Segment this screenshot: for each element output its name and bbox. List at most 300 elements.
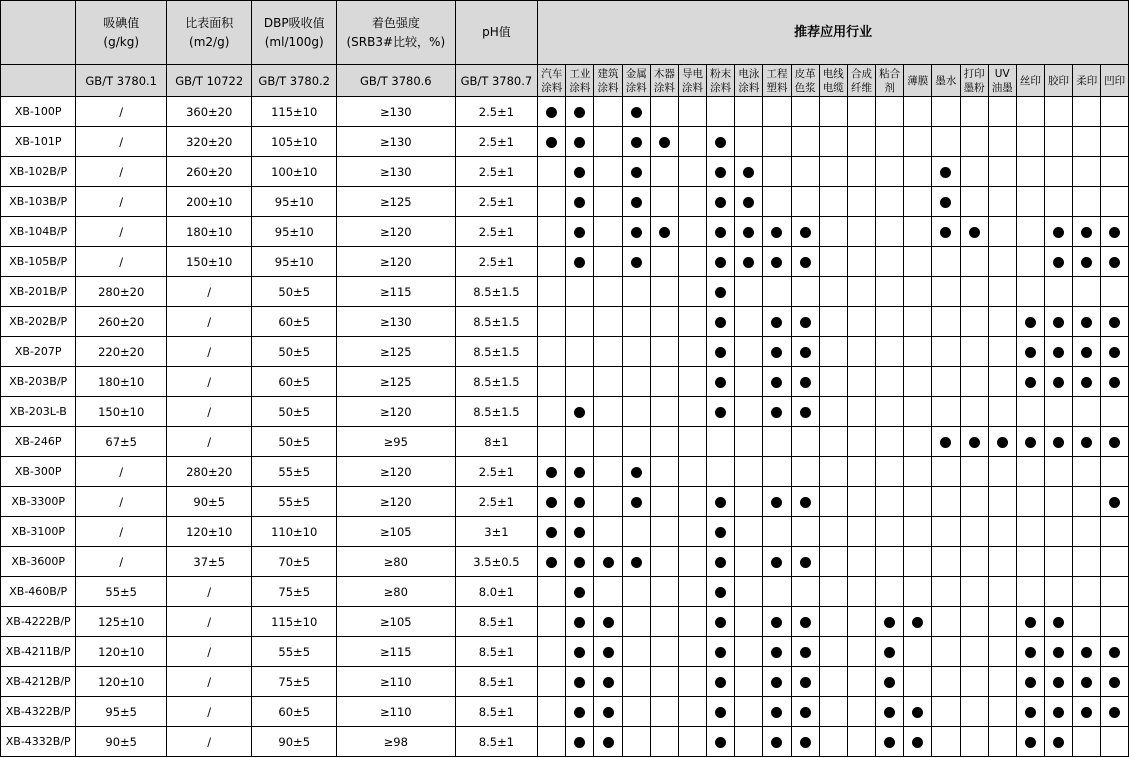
iodine-cell: /: [76, 157, 167, 187]
application-cell: [735, 607, 763, 637]
recommended-dot-icon: [574, 467, 585, 478]
tint-cell: ≥125: [336, 187, 455, 217]
recommended-dot-icon: [574, 107, 585, 118]
application-cell: [1044, 217, 1072, 247]
surface-cell: /: [166, 337, 252, 367]
recommended-dot-icon: [715, 227, 726, 238]
header-ph: [455, 1, 537, 65]
header-iodine: [76, 1, 167, 65]
recommended-dot-icon: [574, 677, 585, 688]
application-cell: [566, 187, 594, 217]
application-cell: [847, 277, 875, 307]
application-cell: [847, 187, 875, 217]
recommended-dot-icon: [1109, 377, 1120, 388]
application-cell: [1101, 517, 1129, 547]
industry-label-line1: 丝印: [1019, 74, 1041, 87]
application-cell: [932, 217, 960, 247]
application-cell: [622, 667, 650, 697]
recommended-dot-icon: [1109, 497, 1120, 508]
application-cell: [538, 337, 566, 367]
industry-label-line2: 电缆: [822, 81, 844, 94]
application-cell: [932, 367, 960, 397]
application-cell: [566, 97, 594, 127]
application-cell: [538, 607, 566, 637]
tint-cell: ≥120: [336, 397, 455, 427]
application-cell: [988, 607, 1016, 637]
application-cell: [876, 337, 904, 367]
application-cell: [791, 727, 819, 757]
model-cell: XB-460B/P: [1, 577, 76, 607]
recommended-dot-icon: [743, 167, 754, 178]
application-cell: [1016, 247, 1044, 277]
application-cell: [791, 277, 819, 307]
application-cell: [932, 607, 960, 637]
application-cell: [904, 697, 932, 727]
table-row: [1, 307, 1129, 337]
recommended-dot-icon: [800, 317, 811, 328]
application-cell: [960, 517, 988, 547]
application-cell: [735, 427, 763, 457]
application-cell: [1101, 457, 1129, 487]
application-cell: [988, 97, 1016, 127]
header-unit: (g/kg): [103, 34, 139, 49]
application-cell: [1016, 517, 1044, 547]
application-cell: [1016, 697, 1044, 727]
application-cell: [678, 697, 706, 727]
application-cell: [904, 667, 932, 697]
model-cell: XB-203B/P: [1, 367, 76, 397]
recommended-dot-icon: [1081, 437, 1092, 448]
application-cell: [650, 127, 678, 157]
surface-cell: /: [166, 307, 252, 337]
recommended-dot-icon: [1025, 347, 1036, 358]
application-cell: [791, 547, 819, 577]
application-cell: [904, 637, 932, 667]
tint-cell: ≥130: [336, 127, 455, 157]
application-cell: [650, 637, 678, 667]
surface-cell: 120±10: [166, 517, 252, 547]
application-cell: [876, 427, 904, 457]
surface-cell: 260±20: [166, 157, 252, 187]
application-cell: [650, 247, 678, 277]
application-cell: [1016, 217, 1044, 247]
application-cell: [707, 697, 735, 727]
application-cell: [538, 667, 566, 697]
application-cell: [932, 727, 960, 757]
application-cell: [622, 307, 650, 337]
recommended-dot-icon: [771, 707, 782, 718]
table-row: [1, 277, 1129, 307]
recommended-dot-icon: [631, 257, 642, 268]
application-cell: [650, 667, 678, 697]
application-cell: [988, 337, 1016, 367]
table-row: [1, 547, 1129, 577]
header-tint-strength: [336, 1, 455, 65]
application-cell: [678, 157, 706, 187]
application-cell: [594, 247, 622, 277]
application-cell: [622, 427, 650, 457]
tint-cell: ≥120: [336, 487, 455, 517]
iodine-cell: 90±5: [76, 727, 167, 757]
table-row: [1, 217, 1129, 247]
industry-label-line1: 汽车: [541, 67, 563, 80]
application-cell: [594, 127, 622, 157]
application-cell: [678, 397, 706, 427]
application-cell: [819, 187, 847, 217]
surface-cell: /: [166, 277, 252, 307]
dbp-cell: 95±10: [252, 217, 337, 247]
application-cell: [904, 727, 932, 757]
application-cell: [876, 607, 904, 637]
recommended-dot-icon: [1081, 377, 1092, 388]
iodine-cell: 260±20: [76, 307, 167, 337]
application-cell: [791, 187, 819, 217]
application-cell: [791, 397, 819, 427]
application-cell: [904, 277, 932, 307]
application-cell: [594, 397, 622, 427]
application-cell: [1101, 397, 1129, 427]
model-cell: XB-103B/P: [1, 187, 76, 217]
header-standards-blank-cell: [1, 65, 76, 97]
application-cell: [763, 487, 791, 517]
application-cell: [763, 697, 791, 727]
surface-cell: /: [166, 727, 252, 757]
application-cell: [735, 667, 763, 697]
recommended-dot-icon: [603, 617, 614, 628]
recommended-dot-icon: [940, 197, 951, 208]
model-cell: XB-101P: [1, 127, 76, 157]
tint-cell: ≥110: [336, 667, 455, 697]
ph-cell: 8.5±1.5: [455, 367, 537, 397]
recommended-dot-icon: [1109, 257, 1120, 268]
recommended-dot-icon: [715, 197, 726, 208]
application-cell: [960, 277, 988, 307]
application-cell: [819, 397, 847, 427]
application-cell: [1016, 397, 1044, 427]
application-cell: [1101, 157, 1129, 187]
application-cell: [1016, 487, 1044, 517]
application-cell: [735, 337, 763, 367]
application-cell: [1073, 427, 1101, 457]
industry-label-line2: 涂料: [738, 81, 760, 94]
application-cell: [847, 457, 875, 487]
application-cell: [904, 337, 932, 367]
recommended-dot-icon: [1053, 707, 1064, 718]
application-cell: [707, 487, 735, 517]
application-cell: [791, 157, 819, 187]
ph-cell: 2.5±1: [455, 127, 537, 157]
application-cell: [538, 367, 566, 397]
application-cell: [538, 697, 566, 727]
tint-cell: ≥130: [336, 97, 455, 127]
recommended-dot-icon: [574, 707, 585, 718]
application-cell: [566, 607, 594, 637]
recommended-dot-icon: [631, 467, 642, 478]
application-cell: [988, 217, 1016, 247]
application-cell: [819, 607, 847, 637]
recommended-dot-icon: [574, 197, 585, 208]
industry-label-line2: 涂料: [653, 81, 675, 94]
application-cell: [678, 577, 706, 607]
application-cell: [538, 547, 566, 577]
industry-header: [847, 65, 875, 97]
application-cell: [904, 367, 932, 397]
application-cell: [594, 697, 622, 727]
application-cell: [960, 667, 988, 697]
application-cell: [988, 517, 1016, 547]
industry-header: [791, 65, 819, 97]
application-cell: [791, 457, 819, 487]
industry-header: [763, 65, 791, 97]
iodine-cell: /: [76, 247, 167, 277]
industry-header: [622, 65, 650, 97]
recommended-dot-icon: [800, 257, 811, 268]
table-row: [1, 247, 1129, 277]
recommended-dot-icon: [940, 437, 951, 448]
application-cell: [791, 697, 819, 727]
application-cell: [819, 457, 847, 487]
application-cell: [1073, 217, 1101, 247]
application-cell: [988, 307, 1016, 337]
recommended-dot-icon: [631, 227, 642, 238]
tint-cell: ≥120: [336, 217, 455, 247]
application-cell: [538, 157, 566, 187]
iodine-cell: /: [76, 187, 167, 217]
table-row: [1, 187, 1129, 217]
application-cell: [538, 457, 566, 487]
application-cell: [1044, 157, 1072, 187]
recommended-dot-icon: [715, 347, 726, 358]
application-cell: [735, 307, 763, 337]
application-cell: [819, 577, 847, 607]
application-cell: [1016, 337, 1044, 367]
recommended-dot-icon: [743, 227, 754, 238]
application-cell: [1044, 397, 1072, 427]
application-cell: [1101, 547, 1129, 577]
model-cell: XB-105B/P: [1, 247, 76, 277]
ph-cell: 8±1: [455, 427, 537, 457]
application-cell: [1016, 367, 1044, 397]
application-cell: [622, 607, 650, 637]
header-label: 吸碘值: [103, 15, 140, 30]
application-cell: [988, 127, 1016, 157]
application-cell: [1101, 697, 1129, 727]
recommended-dot-icon: [997, 437, 1008, 448]
application-cell: [763, 727, 791, 757]
model-cell: XB-4211B/P: [1, 637, 76, 667]
application-cell: [847, 487, 875, 517]
surface-cell: 360±20: [166, 97, 252, 127]
application-cell: [904, 217, 932, 247]
table-row: [1, 97, 1129, 127]
application-cell: [988, 157, 1016, 187]
application-cell: [791, 367, 819, 397]
application-cell: [678, 337, 706, 367]
application-cell: [876, 667, 904, 697]
recommended-dot-icon: [771, 497, 782, 508]
recommended-dot-icon: [715, 617, 726, 628]
application-cell: [1073, 547, 1101, 577]
table-row: [1, 727, 1129, 757]
application-cell: [1016, 457, 1044, 487]
application-cell: [847, 577, 875, 607]
recommended-dot-icon: [969, 437, 980, 448]
ph-cell: 2.5±1: [455, 217, 537, 247]
application-cell: [1044, 427, 1072, 457]
application-cell: [847, 157, 875, 187]
application-cell: [594, 637, 622, 667]
application-cell: [707, 607, 735, 637]
application-cell: [988, 397, 1016, 427]
recommended-dot-icon: [800, 347, 811, 358]
application-cell: [707, 397, 735, 427]
recommended-dot-icon: [1109, 437, 1120, 448]
tint-cell: ≥130: [336, 307, 455, 337]
table-row: [1, 637, 1129, 667]
recommended-dot-icon: [631, 167, 642, 178]
application-cell: [819, 277, 847, 307]
ph-cell: 2.5±1: [455, 487, 537, 517]
application-cell: [707, 427, 735, 457]
iodine-cell: /: [76, 457, 167, 487]
industry-label-line2: 塑料: [766, 81, 788, 94]
recommended-dot-icon: [1025, 677, 1036, 688]
recommended-dot-icon: [1025, 377, 1036, 388]
application-cell: [960, 307, 988, 337]
dbp-cell: 50±5: [252, 277, 337, 307]
application-cell: [904, 247, 932, 277]
recommended-dot-icon: [659, 227, 670, 238]
application-cell: [678, 487, 706, 517]
recommended-dot-icon: [771, 377, 782, 388]
application-cell: [538, 247, 566, 277]
application-cell: [735, 397, 763, 427]
application-cell: [594, 577, 622, 607]
recommended-dot-icon: [631, 557, 642, 568]
application-cell: [876, 697, 904, 727]
industry-header: [1073, 65, 1101, 97]
application-cell: [594, 457, 622, 487]
recommended-dot-icon: [631, 107, 642, 118]
application-cell: [707, 127, 735, 157]
recommended-dot-icon: [574, 257, 585, 268]
ph-cell: 8.5±1.5: [455, 277, 537, 307]
application-cell: [904, 517, 932, 547]
application-cell: [988, 667, 1016, 697]
dbp-cell: 50±5: [252, 337, 337, 367]
application-cell: [876, 307, 904, 337]
application-cell: [819, 427, 847, 457]
ph-cell: 8.5±1.5: [455, 397, 537, 427]
application-cell: [707, 97, 735, 127]
recommended-dot-icon: [1081, 257, 1092, 268]
application-cell: [960, 127, 988, 157]
application-cell: [1016, 547, 1044, 577]
model-cell: XB-202B/P: [1, 307, 76, 337]
recommended-dot-icon: [603, 647, 614, 658]
recommended-dot-icon: [715, 497, 726, 508]
recommended-dot-icon: [1025, 647, 1036, 658]
recommended-dot-icon: [743, 197, 754, 208]
application-cell: [876, 577, 904, 607]
application-cell: [932, 697, 960, 727]
table-row: [1, 157, 1129, 187]
recommended-dot-icon: [771, 347, 782, 358]
recommended-dot-icon: [1053, 257, 1064, 268]
industry-header: [1044, 65, 1072, 97]
iodine-cell: 280±20: [76, 277, 167, 307]
industry-header: [566, 65, 594, 97]
model-cell: XB-3300P: [1, 487, 76, 517]
application-cell: [707, 637, 735, 667]
application-cell: [735, 277, 763, 307]
iodine-cell: /: [76, 217, 167, 247]
application-cell: [622, 457, 650, 487]
application-cell: [678, 97, 706, 127]
header-dbp: [252, 1, 337, 65]
application-cell: [566, 247, 594, 277]
recommended-dot-icon: [1053, 677, 1064, 688]
recommended-dot-icon: [771, 617, 782, 628]
iodine-cell: /: [76, 517, 167, 547]
recommended-dot-icon: [1053, 227, 1064, 238]
recommended-dot-icon: [800, 557, 811, 568]
application-cell: [707, 187, 735, 217]
application-cell: [960, 157, 988, 187]
iodine-cell: /: [76, 547, 167, 577]
application-cell: [1101, 127, 1129, 157]
application-cell: [566, 427, 594, 457]
application-cell: [932, 517, 960, 547]
application-cell: [819, 157, 847, 187]
industry-label-line1: 合成: [850, 67, 872, 80]
iodine-cell: 150±10: [76, 397, 167, 427]
recommended-dot-icon: [546, 497, 557, 508]
application-cell: [791, 97, 819, 127]
application-cell: [1073, 127, 1101, 157]
application-cell: [1073, 607, 1101, 637]
application-cell: [622, 157, 650, 187]
application-cell: [566, 697, 594, 727]
application-cell: [1073, 157, 1101, 187]
tint-cell: ≥125: [336, 337, 455, 367]
application-cell: [932, 127, 960, 157]
application-cell: [622, 97, 650, 127]
recommended-dot-icon: [884, 677, 895, 688]
dbp-cell: 75±5: [252, 667, 337, 697]
application-cell: [707, 547, 735, 577]
iodine-cell: /: [76, 487, 167, 517]
dbp-cell: 95±10: [252, 247, 337, 277]
table-row: [1, 667, 1129, 697]
surface-cell: /: [166, 667, 252, 697]
application-cell: [678, 187, 706, 217]
recommended-dot-icon: [715, 167, 726, 178]
application-cell: [735, 97, 763, 127]
industry-label-line1: 胶印: [1048, 74, 1070, 87]
application-cell: [1044, 367, 1072, 397]
application-cell: [1016, 667, 1044, 697]
application-cell: [538, 277, 566, 307]
recommended-dot-icon: [800, 497, 811, 508]
application-cell: [1016, 97, 1044, 127]
recommended-dot-icon: [603, 677, 614, 688]
application-cell: [1073, 487, 1101, 517]
standard-label: GB/T 3780.2: [252, 65, 337, 97]
iodine-cell: 180±10: [76, 367, 167, 397]
application-cell: [678, 127, 706, 157]
application-cell: [735, 187, 763, 217]
